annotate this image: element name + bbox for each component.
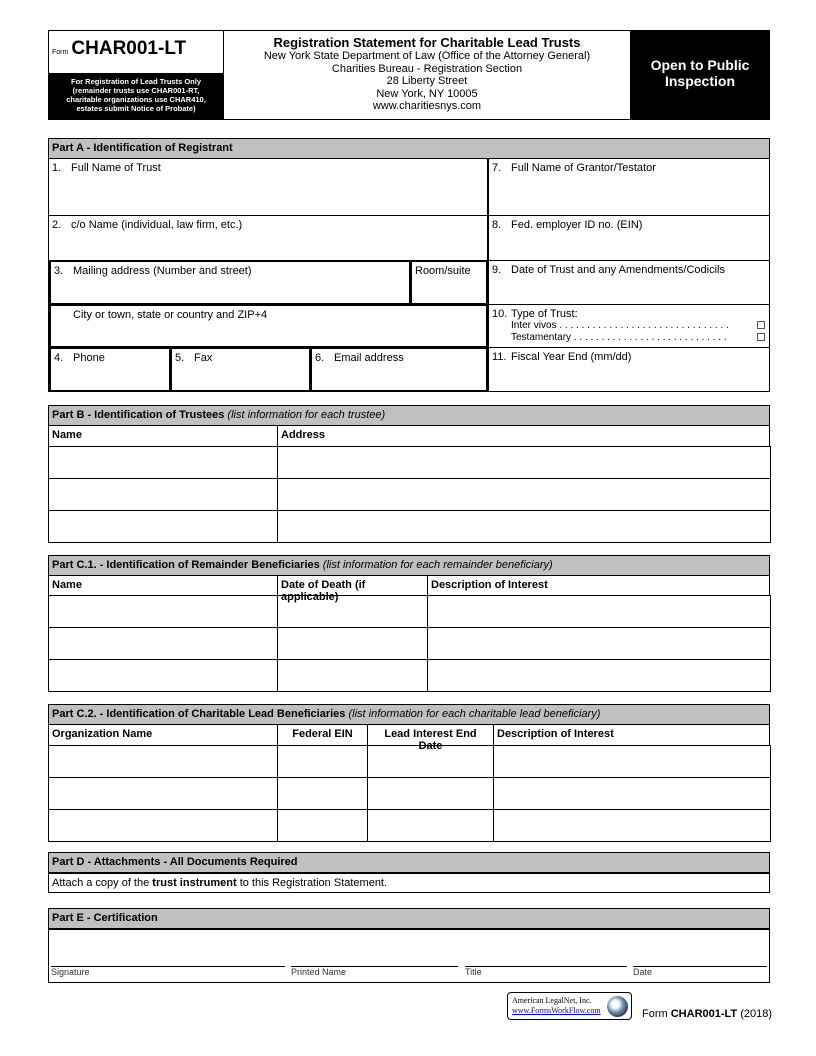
title-line[interactable]: Title xyxy=(465,966,627,977)
lead-beneficiary-row-cell[interactable] xyxy=(48,809,278,842)
lead-beneficiary-row-cell[interactable] xyxy=(48,745,278,778)
column-header-name: Name xyxy=(48,425,278,447)
form-id xyxy=(52,38,186,60)
email-field[interactable]: 6. Email address xyxy=(310,347,488,392)
american-legalnet-logo[interactable] xyxy=(507,992,632,1020)
logo-name: American LegalNet, Inc. xyxy=(512,996,592,1005)
fiscal-year-end-field[interactable]: 11. Fiscal Year End (mm/dd) xyxy=(488,347,770,392)
website-link[interactable]: www.charitiesnys.com xyxy=(372,100,482,112)
lead-beneficiary-row-cell[interactable] xyxy=(493,745,771,778)
lead-beneficiary-row-cell[interactable] xyxy=(493,809,771,842)
remainder-beneficiary-row-cell[interactable] xyxy=(48,659,278,692)
trust-date-field[interactable]: 9. Date of Trust and any Amendments/Codicils xyxy=(488,260,770,305)
trustee-row-cell[interactable] xyxy=(48,446,278,479)
inter-vivos-label: Inter vivos . . . . . . . . . . . . . . . . . . . . . . . . . . . . . . . xyxy=(511,320,729,331)
ein-field[interactable]: 8. Fed. employer ID no. (EIN) xyxy=(488,215,770,261)
printed-name-line[interactable]: Printed Name xyxy=(291,966,458,977)
column-header-organization: Organization Name xyxy=(48,724,278,746)
header-line: New York State Department of Law (Office of the Attorney General) xyxy=(263,50,591,62)
header-center xyxy=(224,35,630,113)
lead-beneficiary-row-cell[interactable] xyxy=(367,745,494,778)
logo-url[interactable]: www.FormsWorkFlow.com xyxy=(512,1006,601,1015)
mailing-address-field[interactable]: 3. Mailing address (Number and street) xyxy=(49,260,411,305)
testamentary-label: Testamentary . . . . . . . . . . . . . . . . . . . . . . . . . . . . xyxy=(511,332,727,343)
column-header-lead-interest-end: Lead Interest End Date xyxy=(367,724,494,746)
lead-beneficiary-row-cell[interactable] xyxy=(48,777,278,810)
part-e-header: Part E - Certification xyxy=(48,908,770,929)
trustee-row-cell[interactable] xyxy=(48,478,278,511)
lead-beneficiary-row-cell[interactable] xyxy=(277,777,368,810)
attachment-instruction: Attach a copy of the trust instrument to this Registration Statement. xyxy=(48,873,770,893)
part-d-header: Part D - Attachments - All Documents Required xyxy=(48,852,770,873)
testamentary-checkbox[interactable] xyxy=(757,333,765,341)
remainder-beneficiary-row-cell[interactable] xyxy=(427,595,771,628)
column-header-address: Address xyxy=(277,425,770,447)
part-c2-header: Part C.2. - Identification of Charitable Lead Beneficiaries (list information for each charitable lead beneficiary) xyxy=(48,704,770,725)
room-suite-field[interactable]: Room/suite xyxy=(410,260,488,305)
column-header-description: Description of Interest xyxy=(493,724,770,746)
part-b-header: Part B - Identification of Trustees (list information for each trustee) xyxy=(48,405,770,426)
header-line: New York, NY 10005 xyxy=(376,87,478,100)
co-name-field[interactable]: 2. c/o Name (individual, law firm, etc.) xyxy=(48,215,488,261)
form-prefix: Form xyxy=(52,49,69,56)
header-line: 28 Liberty Street xyxy=(386,75,468,87)
remainder-beneficiary-row-cell[interactable] xyxy=(277,595,428,628)
form-title: Registration Statement for Charitable Lead Trusts xyxy=(273,35,581,50)
part-a-header: Part A - Identification of Registrant xyxy=(48,138,770,159)
signature-line[interactable]: Signature xyxy=(51,966,285,977)
trustee-row-cell[interactable] xyxy=(48,510,278,543)
lead-beneficiary-row-cell[interactable] xyxy=(367,809,494,842)
part-c1-header: Part C.1. - Identification of Remainder Beneficiaries (list information for each remainder beneficiary) xyxy=(48,555,770,576)
phone-field[interactable]: 4. Phone xyxy=(49,347,171,392)
header-line: Charities Bureau - Registration Section xyxy=(331,62,523,75)
public-inspection-badge: Open to Public Inspection xyxy=(630,30,770,120)
full-name-of-trust-field[interactable]: 1. Full Name of Trust xyxy=(48,158,488,216)
trustee-row-cell[interactable] xyxy=(277,446,771,479)
remainder-beneficiary-row-cell[interactable] xyxy=(427,659,771,692)
type-of-trust: 10. Type of Trust: Inter vivos . . . . . . . . . . . . . . . . . . . . . . . . . . . . . . . Testamentary . . . . . . . . . . . . . . . . . . . . . . . . . . . . xyxy=(488,304,770,348)
fax-field[interactable]: 5. Fax xyxy=(170,347,311,392)
column-header-description: Description of Interest xyxy=(427,575,770,596)
lead-beneficiary-row-cell[interactable] xyxy=(367,777,494,810)
trustee-row-cell[interactable] xyxy=(277,478,771,511)
grantor-name-field[interactable]: 7. Full Name of Grantor/Testator xyxy=(488,158,770,216)
footer-form-id: Form CHAR001-LT (2018) xyxy=(642,1008,773,1020)
lead-beneficiary-row-cell[interactable] xyxy=(277,745,368,778)
form-note: For Registration of Lead Trusts Only (remainder trusts use CHAR001-RT, charitable organizations use CHAR410, estates submit Notice of Probate) xyxy=(49,73,223,119)
trustee-row-cell[interactable] xyxy=(277,510,771,543)
remainder-beneficiary-row-cell[interactable] xyxy=(427,627,771,660)
lead-beneficiary-row-cell[interactable] xyxy=(493,777,771,810)
form-id-text: CHAR001-LT xyxy=(71,38,187,59)
inter-vivos-checkbox[interactable] xyxy=(757,321,765,329)
remainder-beneficiary-row-cell[interactable] xyxy=(48,627,278,660)
remainder-beneficiary-row-cell[interactable] xyxy=(277,659,428,692)
column-header-federal-ein: Federal EIN xyxy=(277,724,368,746)
column-header-name: Name xyxy=(48,575,278,596)
remainder-beneficiary-row-cell[interactable] xyxy=(277,627,428,660)
date-line[interactable]: Date xyxy=(633,966,767,977)
column-header-date-of-death: Date of Death (if applicable) xyxy=(277,575,428,596)
remainder-beneficiary-row-cell[interactable] xyxy=(48,595,278,628)
globe-icon xyxy=(607,996,628,1017)
city-state-zip-field[interactable]: City or town, state or country and ZIP+4 xyxy=(49,304,488,348)
lead-beneficiary-row-cell[interactable] xyxy=(277,809,368,842)
